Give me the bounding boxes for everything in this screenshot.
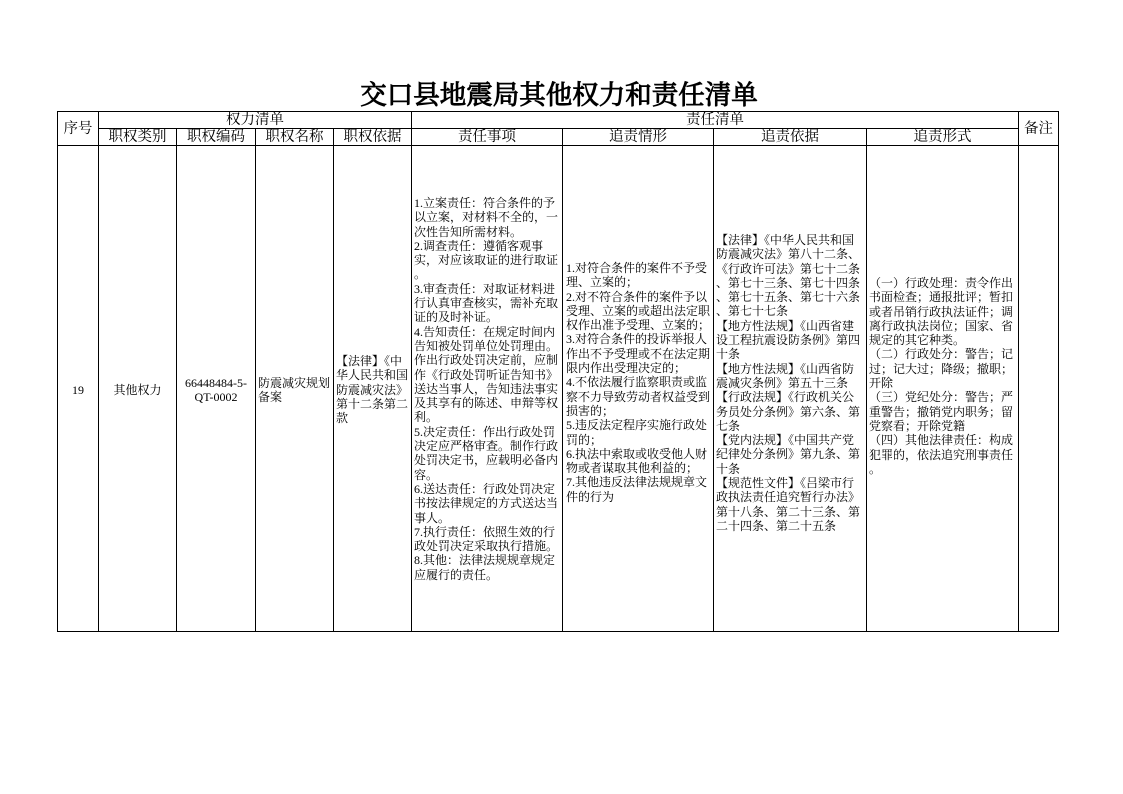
cell-power-code (177, 146, 256, 632)
power-name-text: 防震减灾规划备案 (258, 376, 331, 405)
text-line: 【地方性法规】《山西省建 (716, 318, 855, 333)
text-line: 3.对符合条件的投诉举报人 (566, 332, 708, 347)
text-line: 限内作出受理决定的； (566, 361, 687, 376)
header-remarks: 备注 (1019, 112, 1059, 146)
cell-accountability-basis (714, 146, 867, 632)
power-basis-text (336, 354, 411, 425)
text-line: 、第七十三条、第七十四条 (716, 275, 861, 290)
power-category-text: 其他权力 (113, 383, 162, 397)
text-line: 7.其他违反法律法规规章文 (566, 475, 708, 490)
text-line: 设工程抗震设防条例》第四 (716, 333, 861, 348)
text-line: 七条 (716, 418, 741, 433)
header-power-category: 职权类别 (99, 129, 177, 146)
text-line: 事人。 (414, 510, 451, 525)
text-line: 政执法责任追究暂行办法》 (716, 490, 861, 505)
text-line: 重警告；撤销党内职务；留 (869, 404, 1014, 419)
responsibility-item (414, 239, 562, 282)
text-line: 离行政执法岗位；国家、省 (869, 318, 1014, 333)
text-line: 利。 (414, 410, 439, 425)
accountability-case-item (566, 332, 713, 375)
text-line: 震减灾条例》第五十三条 (716, 375, 849, 390)
text-line: 察不力导致劳动者权益受到 (566, 389, 711, 404)
text-line: （一）行政处理：责令作出 (869, 276, 1014, 290)
text-line: 4.不依法履行监察职责或监 (566, 375, 708, 390)
text-line: 送达当事人，告知违法事实 (414, 381, 559, 396)
accountability-basis-list (716, 233, 866, 533)
power-basis-line: 华人民共和国 (336, 368, 409, 383)
text-line: 十条 (716, 347, 741, 362)
text-line: 证的及时补证。 (414, 310, 499, 325)
text-line: 或者吊销行政执法证件；调 (869, 304, 1014, 319)
cell-accountability-cases (563, 146, 714, 632)
cell-power-category (99, 146, 177, 632)
text-line: 作出行政处罚决定前，应制 (414, 353, 559, 368)
text-line: 件的行为 (566, 489, 615, 504)
accountability-case-item (566, 418, 713, 447)
text-line: 行认真审查核实，需补充取 (414, 296, 559, 311)
cell-power-basis (334, 146, 412, 632)
text-line: 实，对应该取证的进行取证 (414, 253, 559, 268)
header-index: 序号 (58, 112, 99, 146)
accountability-basis-item (716, 433, 866, 476)
text-line: 作《行政处罚听证告知书》 (414, 367, 559, 382)
text-line: 过；记大过；降级；撤职； (869, 361, 1014, 376)
accountability-form-item (869, 276, 1018, 347)
accountability-forms-list (869, 276, 1018, 476)
header-accountability-cases: 追责情形 (563, 129, 714, 146)
power-basis-line: 防震减灾法》 (336, 382, 409, 397)
power-responsibility-table (57, 111, 1059, 632)
responsibility-items-list (414, 196, 562, 582)
responsibility-item (414, 525, 562, 554)
header-accountability-forms: 追责形式 (867, 129, 1019, 146)
text-line: 4.告知责任：在规定时间内 (414, 324, 556, 339)
text-line: 损害的； (566, 403, 615, 418)
header-power-code: 职权编码 (177, 129, 256, 146)
power-basis-line: 第十二条第二 (336, 396, 409, 411)
text-line: 告知被处罚单位处罚理由。 (414, 338, 559, 353)
header-responsibility-list: 责任清单 (412, 112, 1019, 129)
text-line: 《行政许可法》第七十二条 (716, 261, 861, 276)
power-basis-line: 款 (336, 411, 349, 426)
text-line: 7.执行责任：依照生效的行 (414, 524, 556, 539)
header-row-groups (58, 112, 1059, 129)
cell-power-name (256, 146, 334, 632)
cell-accountability-forms (867, 146, 1019, 632)
text-line: （三）党纪处分：警告；严 (869, 390, 1014, 405)
text-line: 务员处分条例》第六条、第 (716, 404, 861, 419)
index-text: 19 (72, 383, 84, 397)
header-accountability-basis: 追责依据 (714, 129, 867, 146)
text-line: 规定的其它种类。 (869, 333, 966, 348)
accountability-basis-item (716, 362, 866, 391)
text-line: 党察看；开除党籍 (869, 418, 966, 433)
text-line: 受理、立案的或超出法定职 (566, 303, 711, 318)
text-line: 、第七十五条、第七十六条 (716, 290, 861, 305)
text-line: 罚的； (566, 432, 603, 447)
responsibility-item (414, 325, 562, 425)
responsibility-item (414, 282, 562, 325)
text-line: 【规范性文件】《吕梁市行 (716, 476, 855, 491)
responsibility-item (414, 425, 562, 482)
text-line: （二）行政处分：警告；记 (869, 347, 1014, 362)
accountability-case-item (566, 475, 713, 504)
power-code-text: 66448484-5-QT-0002 (185, 376, 247, 405)
text-line: 。 (869, 461, 882, 476)
power-basis-line: 【法律】《中 (336, 354, 403, 368)
text-line: 容。 (414, 467, 439, 482)
text-line: 2.调查责任：遵循客观事 (414, 238, 544, 253)
text-line: 8.其他：法律法规规章规定 (414, 553, 556, 568)
accountability-basis-item (716, 233, 866, 319)
text-line: 6.送达责任：行政处罚决定 (414, 481, 556, 496)
text-line: 以立案，对材料不全的，一 (414, 210, 559, 225)
responsibility-item (414, 482, 562, 525)
accountability-cases-list (566, 261, 713, 504)
text-line: 书面检查；通报批评；暂扣 (869, 290, 1014, 305)
accountability-case-item (566, 447, 713, 476)
text-line: 书按法律规定的方式送达当 (414, 496, 559, 511)
text-line: 政处罚决定采取执行措施。 (414, 539, 559, 554)
text-line: 开除 (869, 376, 894, 391)
text-line: （四）其他法律责任：构成 (869, 433, 1014, 448)
header-power-basis: 职权依据 (334, 129, 412, 146)
text-line: 二十四条、第二十五条 (716, 518, 837, 533)
text-line: 、第七十七条 (716, 304, 789, 319)
text-line: 3.审查责任：对取证材料进 (414, 281, 556, 296)
accountability-basis-item (716, 319, 866, 362)
responsibility-item (414, 196, 562, 239)
text-line: 【党内法规】《中国共产党 (716, 433, 855, 448)
text-line: 【行政法规】《行政机关公 (716, 390, 855, 405)
header-responsibility-items: 责任事项 (412, 129, 563, 146)
text-line: 【地方性法规】《山西省防 (716, 361, 855, 376)
text-line: 作出不予受理或不在法定期 (566, 346, 711, 361)
accountability-form-item (869, 347, 1018, 390)
cell-remarks (1019, 146, 1059, 632)
text-line: 1.立案责任：符合条件的予 (414, 196, 556, 210)
accountability-form-item (869, 433, 1018, 476)
text-line: 。 (414, 267, 427, 282)
text-line: 5.违反法定程序实施行政处 (566, 418, 708, 433)
accountability-case-item (566, 290, 713, 333)
text-line: 理、立案的； (566, 275, 639, 290)
table-row (58, 146, 1059, 632)
text-line: 1.对符合条件的案件不予受 (566, 261, 708, 275)
text-line: 次性告知所需材料。 (414, 224, 523, 239)
text-line: 纪律处分条例》第九条、第 (716, 447, 861, 462)
page-title: 交口县地震局其他权力和责任清单 (360, 80, 758, 110)
text-line: 防震减灾法》第八十二条、 (716, 247, 861, 262)
responsibility-item (414, 553, 562, 582)
accountability-basis-item (716, 476, 866, 533)
header-power-name: 职权名称 (256, 129, 334, 146)
cell-index (58, 146, 99, 632)
accountability-form-item (869, 390, 1018, 433)
text-line: 2.对不符合条件的案件予以 (566, 289, 708, 304)
text-line: 及其享有的陈述、申辩等权 (414, 396, 559, 411)
text-line: 十条 (716, 461, 741, 476)
accountability-case-item (566, 375, 713, 418)
text-line: 决定应严格审查。制作行政 (414, 439, 559, 454)
text-line: 第十八条、第二十三条、第 (716, 504, 861, 519)
text-line: 权作出准予受理、立案的； (566, 318, 711, 333)
text-line: 处罚决定书，应载明必备内 (414, 453, 559, 468)
text-line: 物或者谋取其他利益的； (566, 461, 699, 476)
text-line: 6.执法中索取或收受他人财 (566, 446, 708, 461)
accountability-basis-item (716, 390, 866, 433)
accountability-case-item (566, 261, 713, 290)
header-power-list: 权力清单 (99, 112, 412, 129)
cell-responsibility-items (412, 146, 563, 632)
text-line: 应履行的责任。 (414, 567, 499, 582)
text-line: 犯罪的，依法追究刑事责任 (869, 447, 1014, 462)
text-line: 【法律】《中华人民共和国 (716, 233, 855, 247)
header-row-columns (58, 129, 1059, 146)
text-line: 5.决定责任：作出行政处罚 (414, 424, 556, 439)
